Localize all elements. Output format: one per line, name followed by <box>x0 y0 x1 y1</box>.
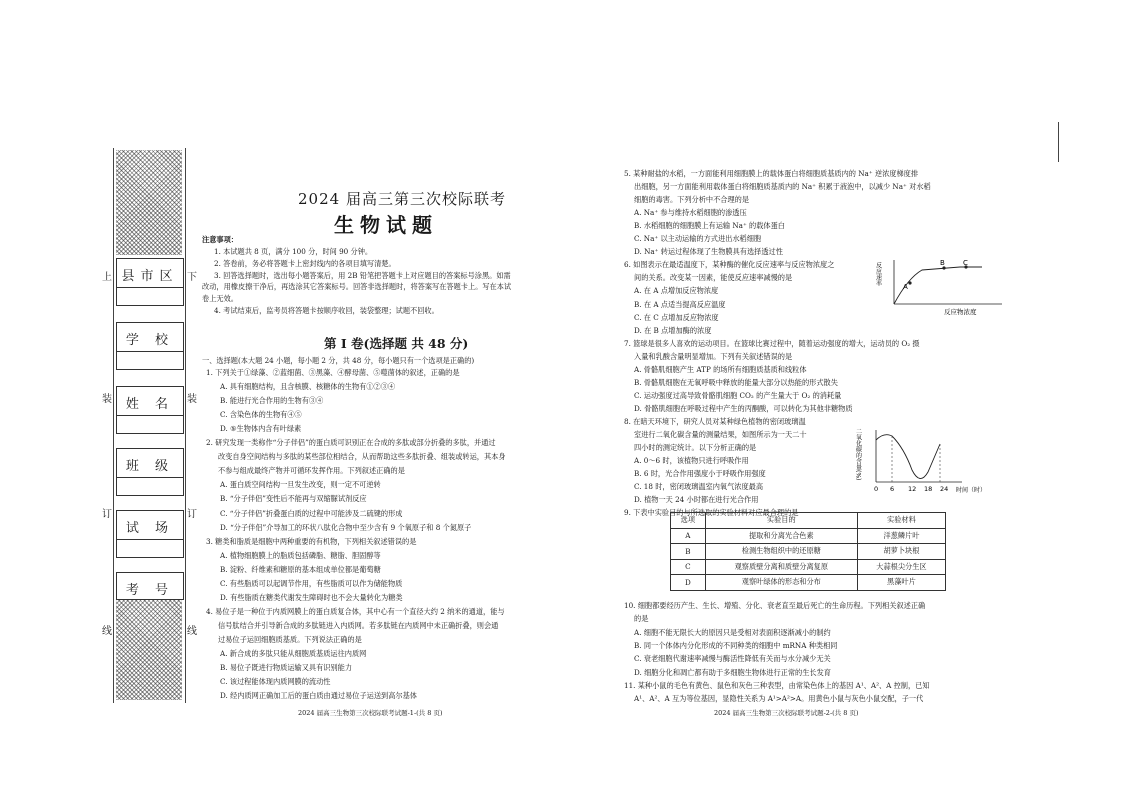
rightq-line: D. 在 B 点增加酶的浓度 <box>634 325 712 335</box>
rightq-line: 室进行二氧化碳含量的测量结果，如图所示为一天二十 <box>634 430 807 439</box>
chart8-tick-6: 6 <box>890 485 895 493</box>
table-cell: 大蒜根尖分生区 <box>857 559 945 575</box>
rightq-line: 出细胞，另一方面能利用载体蛋白将细胞质基质内的 Na⁺ 积累于液泡中，以减少 Na⁺ 对水稻 <box>634 182 931 192</box>
chart8-tick-12: 12 <box>908 485 917 493</box>
leftq-line: A. 植物细胞膜上的脂质包括磷脂、糖脂、胆固醇等 <box>220 550 381 560</box>
table-row <box>671 575 946 591</box>
rightq-line: 入量和乳酸含量明显增加。下列有关叙述错误的是 <box>634 351 793 361</box>
leftq-line: 过易位子运回细胞质基质。下列说法正确的是 <box>218 634 362 644</box>
leftq-line: A. 具有细胞结构，且含核膜、核糖体的生物有①②③④ <box>220 382 396 392</box>
rightq-line: A. 在 A 点增加反应物浓度 <box>634 286 719 296</box>
chart6-label-b: B <box>940 259 945 267</box>
section-intro: 一、选择题(本大题 24 小题，每小题 2 分，共 48 分，每小题只有一个选项是正确的) <box>202 356 475 365</box>
table-row <box>671 559 946 575</box>
rightq-line: 间的关系。改变某一因素，能使反应速率减慢的是 <box>634 273 793 283</box>
rightq-line: A. 骨骼肌细胞产生 ATP 的场所有细胞质基质和线粒体 <box>634 364 807 374</box>
rightq-line: 6. 如图表示在最适温度下，某种酶的催化反应速率与反应物浓度之 <box>624 260 835 270</box>
binder-field-county[interactable]: 县市区 <box>116 258 184 306</box>
rightq2-line: 10. 细胞都要经历产生、生长、增殖、分化、衰老直至最后死亡的生命历程。下列相关叙述正确 <box>624 601 926 610</box>
leftq-line: B. 能进行光合作用的生物有③④ <box>220 396 324 406</box>
leftq-line: 1. 下列关于①绿藻、②蓝细菌、③黑藻、④酵母菌、⑤噬菌体的叙述，正确的是 <box>206 368 460 377</box>
notes-heading: 注意事项： <box>202 235 238 244</box>
leftq-line: D. 有些脂质在糖类代谢发生障碍时也不会大量转化为糖类 <box>220 592 403 602</box>
rightq-line: 9. 下表中实验目的与所选取的实验材料对应最合理的是 <box>624 508 799 518</box>
rightq2-line: A. 细胞不能无限长大的原因只是受相对表面积逐渐减小的制约 <box>634 627 831 637</box>
rightq-line: 细胞的毒害。下列分析中不合理的是 <box>634 195 750 205</box>
rightq-line: C. 18 时，密闭玻璃温室内氧气浓度最高 <box>634 482 764 492</box>
rightq-line: B. 骨骼肌细胞在无氧呼吸中释放的能量大部分以热能的形式散失 <box>634 377 838 387</box>
table-header-option: 选项 <box>671 513 706 529</box>
rightq-line: B. 在 A 点适当提高反应温度 <box>634 299 726 309</box>
crop-mark-right <box>1058 122 1059 162</box>
binder-field-class[interactable]: 班 级 <box>116 448 184 496</box>
leftq-line: C. 该过程能体现内质网膜的流动性 <box>220 677 331 687</box>
binder-field-room[interactable]: 试 场 <box>116 510 184 558</box>
binder-hatch-top <box>116 150 182 255</box>
chart6-label-a: A <box>903 283 908 291</box>
experiment-table <box>670 512 946 591</box>
chart6-ylabel: 反应速率 <box>874 262 882 286</box>
rightq2-line: C. 衰老细胞代谢速率减慢与酶活性降低有关而与水分减少无关 <box>634 654 831 664</box>
rightq-line: 5. 某种耐盐的水稻，一方面能利用细胞膜上的载体蛋白将细胞质基质内的 Na⁺ 逆浓度梯度排 <box>624 169 919 178</box>
table-header-material: 实验材料 <box>857 513 945 529</box>
notes-line: 4. 考试结束后，监考员将答题卡按顺序收回，装袋整理；试题不回收。 <box>214 306 439 315</box>
rightq2-line: 11. 某种小鼠的毛色有黄色、鼠色和灰色三种表型，由常染色体上的基因 A¹、A²、A 控制，已知 <box>624 680 930 690</box>
chart6-point-a <box>908 281 911 284</box>
chart8-tick-24: 24 <box>940 485 949 493</box>
binder-hatch-bottom <box>116 600 182 700</box>
binder-field-number[interactable]: 考 号 <box>116 572 184 600</box>
table-row <box>671 528 946 544</box>
table-cell: 检测生物组织中的还原糖 <box>705 544 857 560</box>
section-title: 第 Ⅰ 卷(选择题 共 48 分) <box>324 336 469 351</box>
rightq-line: B. 水稻细胞的细胞膜上有运输 Na⁺ 的载体蛋白 <box>634 221 785 231</box>
rightq-line: A. 0～6 时，该植物只进行呼吸作用 <box>634 456 749 466</box>
binder-field-school[interactable]: 学 校 <box>116 322 184 370</box>
table-row <box>671 544 946 560</box>
table-cell: C <box>671 559 706 575</box>
rightq-line: 7. 篮球是很多人喜欢的运动项目。在篮球比赛过程中，随着运动强度的增大，运动员的 O₂ 摄 <box>624 338 920 348</box>
leftq-line: 改变自身空间结构与多肽的某些部位相结合，从而帮助这些多肽折叠、组装或转运，其本身 <box>218 452 506 462</box>
leftq-line: A. 蛋白质空间结构一旦发生改变，则一定不可逆转 <box>220 480 381 490</box>
footer-left: 2024 届高三生物第三次校际联考试题-1-(共 8 页) <box>298 709 443 717</box>
leftq-line: D. ⑤生物体内含有叶绿素 <box>220 424 302 434</box>
binder-field-name[interactable]: 姓 名 <box>116 386 184 434</box>
leftq-line: 信号肽结合并引导新合成的多肽链进入内质网。若多肽链在内质网中未正确折叠，则会通 <box>218 620 499 630</box>
chart-co2 <box>854 426 994 502</box>
binder-border-left <box>113 148 114 703</box>
side-left-4: 线 <box>102 626 112 637</box>
rightq-line: C. 运动强度过高导致骨骼肌细胞 CO₂ 的产生量大于 O₂ 的消耗量 <box>634 390 842 400</box>
rightq-line: 四小时的测定统计。以下分析正确的是 <box>634 443 757 453</box>
rightq-line: C. Na⁺ 以主动运输的方式进出水稻细胞 <box>634 234 762 244</box>
chart-enzyme-rate <box>874 256 1018 316</box>
leftq-line: 不参与组成最终产物并可循环发挥作用。下列叙述正确的是 <box>218 466 405 476</box>
rightq-line: D. 植物一天 24 小时都在进行光合作用 <box>634 495 759 505</box>
leftq-line: C. “分子伴侣”折叠蛋白质的过程中可能涉及二硫键的形成 <box>220 508 403 518</box>
table-cell: 胡萝卜块根 <box>857 544 945 560</box>
leftq-line: D. “分子伴侣”介导加工的环状八肽化合物中至少含有 9 个氧原子和 8 个氮原子 <box>220 522 472 532</box>
chart6-label-c: C <box>963 259 968 267</box>
table-cell: A <box>671 528 706 544</box>
chart8-tick-0: 0 <box>874 485 879 493</box>
notes-line: 2. 答卷前，务必将答题卡上密封线内的各项目填写清楚。 <box>214 258 396 268</box>
rightq-line: A. Na⁺ 参与维持水稻细胞的渗透压 <box>634 208 747 218</box>
notes-line: 1. 本试题共 8 页，满分 100 分，时间 90 分钟。 <box>214 247 373 256</box>
leftq-line: D. 经内质网正确加工后的蛋白质由通过易位子运送到高尔基体 <box>220 691 417 701</box>
leftq-line: A. 新合成的多肽只能从细胞质基质运往内质网 <box>220 649 367 658</box>
chart8-tick-18: 18 <box>924 485 933 493</box>
rightq-line: B. 6 时，光合作用强度小于呼吸作用强度 <box>634 469 766 479</box>
chart6-xlabel: 反应物浓度 <box>944 308 977 316</box>
side-left-2: 装 <box>102 394 112 405</box>
leftq-line: 2. 研究发现一类称作“分子伴侣”的蛋白质可识别正在合成的多肽或部分折叠的多肽，并通过 <box>206 438 496 448</box>
chart8-curve <box>876 435 940 479</box>
leftq-line: C. 有些脂质可以起调节作用，有些脂质可以作为储能物质 <box>220 578 403 588</box>
table-cell: 黑藻叶片 <box>857 575 945 591</box>
binder-border-right <box>185 148 186 703</box>
rightq2-line: A¹、A²、A 互为等位基因，显隐性关系为 A¹>A²>A。用黄色小鼠与灰色小鼠交配，子一代 <box>634 694 924 704</box>
leftq-line: 3. 糖类和脂质是细胞中两种重要的有机物，下列相关叙述错误的是 <box>206 536 417 546</box>
table-cell: 提取和分离光合色素 <box>705 528 857 544</box>
leftq-line: B. 易位子既进行物质运输又具有识别能力 <box>220 663 353 673</box>
table-cell: 观察叶绿体的形态和分布 <box>705 575 857 591</box>
chart8-xlabel: 时间（时） <box>956 487 987 494</box>
table-header-row <box>671 513 946 529</box>
side-left-1: 上 <box>102 272 112 283</box>
leftq-line: B. “分子伴侣”变性后不能再与双缩脲试剂反应 <box>220 494 367 504</box>
rightq-line: 8. 在暗天环境下，研究人员对某种绿色植物的密闭玻璃温 <box>624 416 806 426</box>
table-header-purpose: 实验目的 <box>705 513 857 529</box>
rightq2-line: 的是 <box>634 614 649 624</box>
notes-line: 卷上无效。 <box>202 294 238 304</box>
table-cell: D <box>671 575 706 591</box>
rightq-line: D. Na⁺ 转运过程体现了生物膜具有选择透过性 <box>634 247 783 257</box>
leftq-line: 4. 易位子是一种位于内质网膜上的蛋白质复合体，其中心有一个直径大约 2 纳米的通道，能与 <box>206 606 505 616</box>
footer-right: 2024 届高三生物第三次校际联考试题-2-(共 8 页) <box>714 709 859 717</box>
leftq-line: B. 淀粉、纤维素和糖原的基本组成单位都是葡萄糖 <box>220 564 381 574</box>
side-right-2: 装 <box>187 394 197 405</box>
table-cell: B <box>671 544 706 560</box>
side-right-1: 下 <box>187 272 197 283</box>
exam-title: 2024 届高三第三次校际联考 <box>298 190 506 208</box>
rightq-line: C. 在 C 点增加反应物浓度 <box>634 312 719 322</box>
notes-line: 3. 回答选择题时，选出每小题答案后，用 2B 铅笔把答题卡上对应题目的答案标号涂黑。如需 <box>214 270 511 280</box>
subject-title: 生物试题 <box>334 213 438 237</box>
table-cell: 洋葱鳞片叶 <box>857 528 945 544</box>
rightq2-line: B. 同一个体体内分化形成的不同种类的细胞中 mRNA 种类相同 <box>634 640 838 650</box>
rightq2-line: D. 细胞分化和凋亡都有助于多细胞生物体进行正常的生长发育 <box>634 667 831 677</box>
table-cell: 观察质壁分离和质壁分离复原 <box>705 559 857 575</box>
side-left-3: 订 <box>102 509 112 520</box>
side-right-4: 线 <box>187 626 197 637</box>
rightq-line: D. 骨骼肌细胞在呼吸过程中产生的丙酮酸，可以转化为其他非糖物质 <box>634 403 853 413</box>
leftq-line: C. 含染色体的生物有④⑤ <box>220 410 302 420</box>
side-right-3: 订 <box>187 509 197 520</box>
chart8-ylabel: 二氧化碳的含量(%) <box>854 428 862 481</box>
notes-line: 改动，用橡皮擦干净后，再选涂其它答案标号。回答非选择题时，将答案写在答题卡上。写在本试 <box>202 282 512 292</box>
